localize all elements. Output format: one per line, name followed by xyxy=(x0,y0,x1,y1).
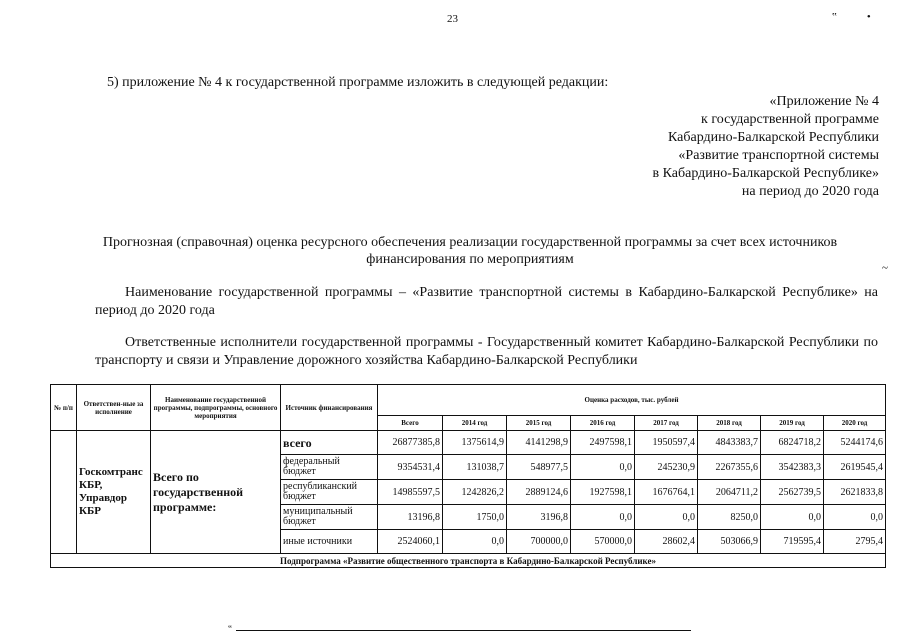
value-cell: 1927598,1 xyxy=(571,480,635,505)
program-cell: Всего по государственной программе: xyxy=(151,431,281,554)
responsible-cell: Госкомтранс КБР, Управдор КБР xyxy=(77,431,151,554)
source-cell: республиканский бюджет xyxy=(281,480,378,505)
value-cell: 1750,0 xyxy=(443,505,507,530)
source-cell: федеральный бюджет xyxy=(281,455,378,480)
value-cell: 719595,4 xyxy=(761,530,824,554)
document-heading: Прогнозная (справочная) оценка ресурсного обеспечения реализации государственной программы за счет всех источников финансирования по мероприятиям xyxy=(102,235,838,267)
value-cell: 2621833,8 xyxy=(824,480,886,505)
value-cell: 0,0 xyxy=(443,530,507,554)
appendix-line: в Кабардино-Балкарской Республике» xyxy=(652,166,879,181)
value-cell: 8250,0 xyxy=(698,505,761,530)
value-cell: 1950597,4 xyxy=(635,431,698,455)
value-cell: 503066,9 xyxy=(698,530,761,554)
appendix-block xyxy=(653,93,879,201)
appendix-line: «Развитие транспортной системы xyxy=(678,148,879,163)
value-cell: 1242826,2 xyxy=(443,480,507,505)
value-cell: 0,0 xyxy=(635,505,698,530)
value-cell: 2619545,4 xyxy=(824,455,886,480)
value-cell: 2795,4 xyxy=(824,530,886,554)
value-cell: 131038,7 xyxy=(443,455,507,480)
header-name: Наименование государственной программы, подпрограммы, основного мероприятия xyxy=(151,385,281,431)
value-cell: 2267355,6 xyxy=(698,455,761,480)
value-cell: 1375614,9 xyxy=(443,431,507,455)
intro-line: 5) приложение № 4 к государственной программе изложить в следующей редакции: xyxy=(107,75,609,90)
year-header: 2016 год xyxy=(571,416,635,431)
value-cell: 2562739,5 xyxy=(761,480,824,505)
table-row xyxy=(51,431,886,455)
value-cell: 570000,0 xyxy=(571,530,635,554)
value-cell: 4141298,9 xyxy=(507,431,571,455)
subprogram-row xyxy=(51,554,886,568)
value-cell: 3196,8 xyxy=(507,505,571,530)
appendix-line: «Приложение № 4 xyxy=(769,94,879,109)
source-cell: всего xyxy=(281,431,378,455)
executors-paragraph: Ответственные исполнители государственной программы - Государственный комитет Кабардино-Балкарской Республики по транспорту и связи и Управление дорожного хозяйства Кабардино-Балкарской Республики xyxy=(95,335,878,368)
source-cell: муниципальный бюджет xyxy=(281,505,378,530)
value-cell: 4843383,7 xyxy=(698,431,761,455)
header-source: Источник финансирования xyxy=(281,385,378,431)
value-cell: 2889124,6 xyxy=(507,480,571,505)
value-cell: 0,0 xyxy=(571,505,635,530)
value-cell: 2524060,1 xyxy=(378,530,443,554)
value-cell: 0,0 xyxy=(571,455,635,480)
header-row xyxy=(51,385,886,416)
value-cell: 700000,0 xyxy=(507,530,571,554)
value-cell: 14985597,5 xyxy=(378,480,443,505)
program-name-paragraph: Наименование государственной программы – «Развитие транспортной системы в Кабардино-Балкарской Республике» на период до 2020 года xyxy=(95,285,878,318)
year-header: Всего xyxy=(378,416,443,431)
value-cell: 2497598,1 xyxy=(571,431,635,455)
subprogram-title: Подпрограмма «Развитие общественного транспорта в Кабардино-Балкарской Республике» xyxy=(51,554,886,568)
financing-table xyxy=(50,384,886,568)
value-cell: 1676764,1 xyxy=(635,480,698,505)
value-cell: 2064711,2 xyxy=(698,480,761,505)
value-cell: 0,0 xyxy=(761,505,824,530)
value-cell: 245230,9 xyxy=(635,455,698,480)
value-cell: 13196,8 xyxy=(378,505,443,530)
year-header: 2015 год xyxy=(507,416,571,431)
corner-mark: ‟ xyxy=(832,11,867,23)
row-number-cell xyxy=(51,431,77,554)
header-num: № п/п xyxy=(51,385,77,431)
appendix-line: к государственной программе xyxy=(701,112,879,127)
year-header: 2020 год xyxy=(824,416,886,431)
value-cell: 5244174,6 xyxy=(824,431,886,455)
corner-mark: • xyxy=(866,11,901,23)
value-cell: 548977,5 xyxy=(507,455,571,480)
value-cell: 6824718,2 xyxy=(761,431,824,455)
value-cell: 9354531,4 xyxy=(378,455,443,480)
header-estimate: Оценка расходов, тыс. рублей xyxy=(378,385,886,416)
bottom-rule xyxy=(236,630,691,631)
year-header: 2017 год xyxy=(635,416,698,431)
year-header: 2014 год xyxy=(443,416,507,431)
side-mark: ~ xyxy=(882,262,888,274)
page-number: 23 xyxy=(447,13,458,25)
source-cell: иные источники xyxy=(281,530,378,554)
corner-marks xyxy=(832,11,901,23)
bottom-mark: ‟ xyxy=(228,624,232,634)
value-cell: 3542383,3 xyxy=(761,455,824,480)
value-cell: 28602,4 xyxy=(635,530,698,554)
value-cell: 0,0 xyxy=(824,505,886,530)
appendix-line: Кабардино-Балкарской Республики xyxy=(668,130,879,145)
value-cell: 26877385,8 xyxy=(378,431,443,455)
header-responsible: Ответствен-ные за исполнение xyxy=(77,385,151,431)
year-header: 2018 год xyxy=(698,416,761,431)
appendix-line: на период до 2020 года xyxy=(741,184,879,199)
year-header: 2019 год xyxy=(761,416,824,431)
